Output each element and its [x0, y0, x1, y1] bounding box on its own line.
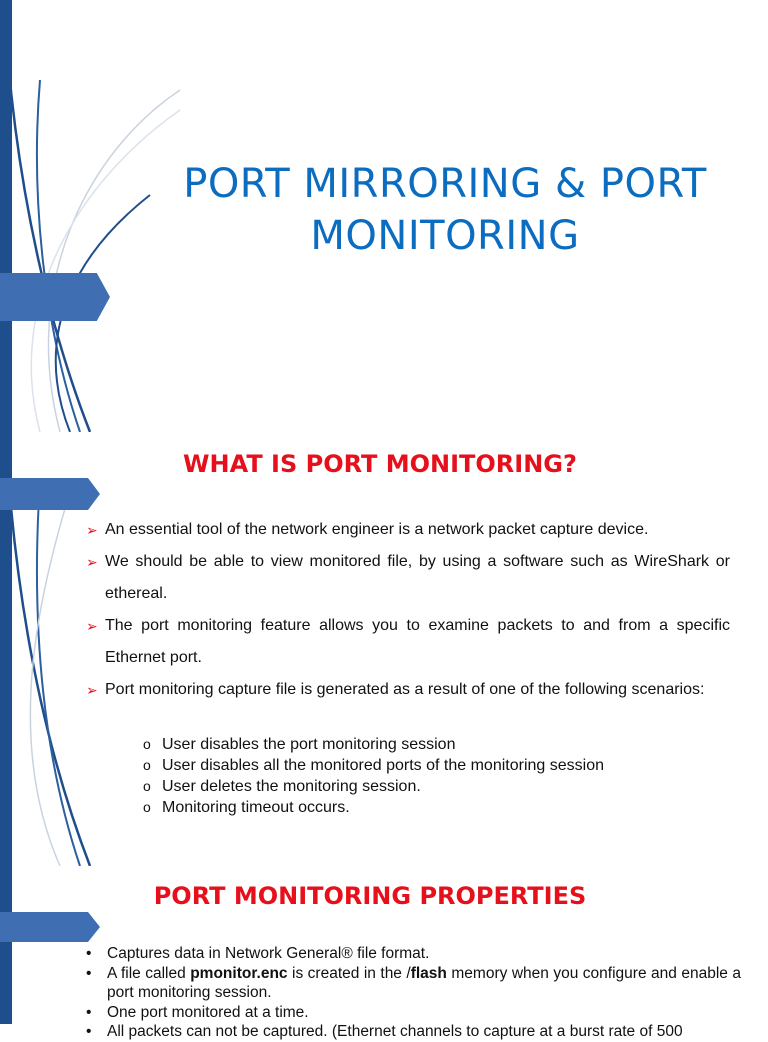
slide-title-heading — [150, 158, 740, 262]
list-item: • One port monitored at a time. — [86, 1003, 309, 1021]
arrow-bullet-icon: ➢ — [86, 682, 98, 698]
circle-bullet-icon: o — [143, 736, 151, 752]
list-item: ➢ An essential tool of the network engineer is a network packet capture device. — [86, 514, 730, 546]
slide-tab-shape — [0, 273, 110, 321]
arrow-bullet-icon: ➢ — [86, 618, 98, 634]
circle-bullet-icon: o — [143, 778, 151, 794]
list-item: • All packets can not be captured. (Ethernet channels to capture at a burst rate of 500 — [86, 1023, 683, 1040]
dot-bullet-icon: • — [86, 1003, 92, 1021]
sub-list-item: o User disables all the monitored ports of the monitoring session — [143, 757, 604, 774]
sub-list-item: o Monitoring timeout occurs. — [143, 799, 350, 816]
circle-bullet-icon: o — [143, 757, 151, 773]
section-heading: WHAT IS PORT MONITORING? — [183, 450, 577, 478]
list-item: ➢ Port monitoring capture file is generated as a result of one of the following scenarios: — [86, 674, 730, 706]
slide-what-is-port-monitoring — [0, 432, 768, 866]
list-item: • A file called pmonitor.enc is created in the /flash memory when you configure and enable a port monitoring session. — [86, 964, 742, 1001]
dot-bullet-icon: • — [86, 945, 92, 962]
flash-memory-label: flash — [410, 964, 447, 982]
filename-pmonitor: pmonitor.enc — [190, 964, 288, 982]
dot-bullet-icon: • — [86, 964, 92, 982]
slide-tab-shape — [0, 912, 100, 942]
sub-bullet-list — [86, 734, 730, 818]
title-line-2: MONITORING — [310, 213, 580, 259]
slide-left-bar — [0, 866, 12, 1024]
sub-list-item: o User deletes the monitoring session. — [143, 778, 421, 795]
bullet-list — [86, 514, 730, 706]
dot-bullet-icon: • — [86, 1023, 92, 1040]
sub-list-item: o User disables the port monitoring session — [143, 736, 456, 753]
section-heading: PORT MONITORING PROPERTIES — [153, 882, 587, 910]
slide-tab-shape — [0, 478, 100, 510]
slide-port-monitoring-properties — [0, 866, 768, 1040]
arrow-bullet-icon: ➢ — [86, 554, 98, 570]
circle-bullet-icon: o — [143, 799, 151, 815]
arrow-bullet-icon: ➢ — [86, 522, 98, 538]
list-item: ➢ The port monitoring feature allows you to examine packets to and from a specific Ethernet port. — [86, 610, 730, 674]
properties-list — [86, 944, 741, 1042]
list-item: ➢ We should be able to view monitored file, by using a software such as WireShark or ethereal. — [86, 546, 730, 610]
list-item: • Captures data in Network General® file format. — [86, 945, 430, 962]
title-line-1: PORT MIRRORING & PORT — [183, 161, 707, 207]
slide-title — [0, 0, 768, 432]
